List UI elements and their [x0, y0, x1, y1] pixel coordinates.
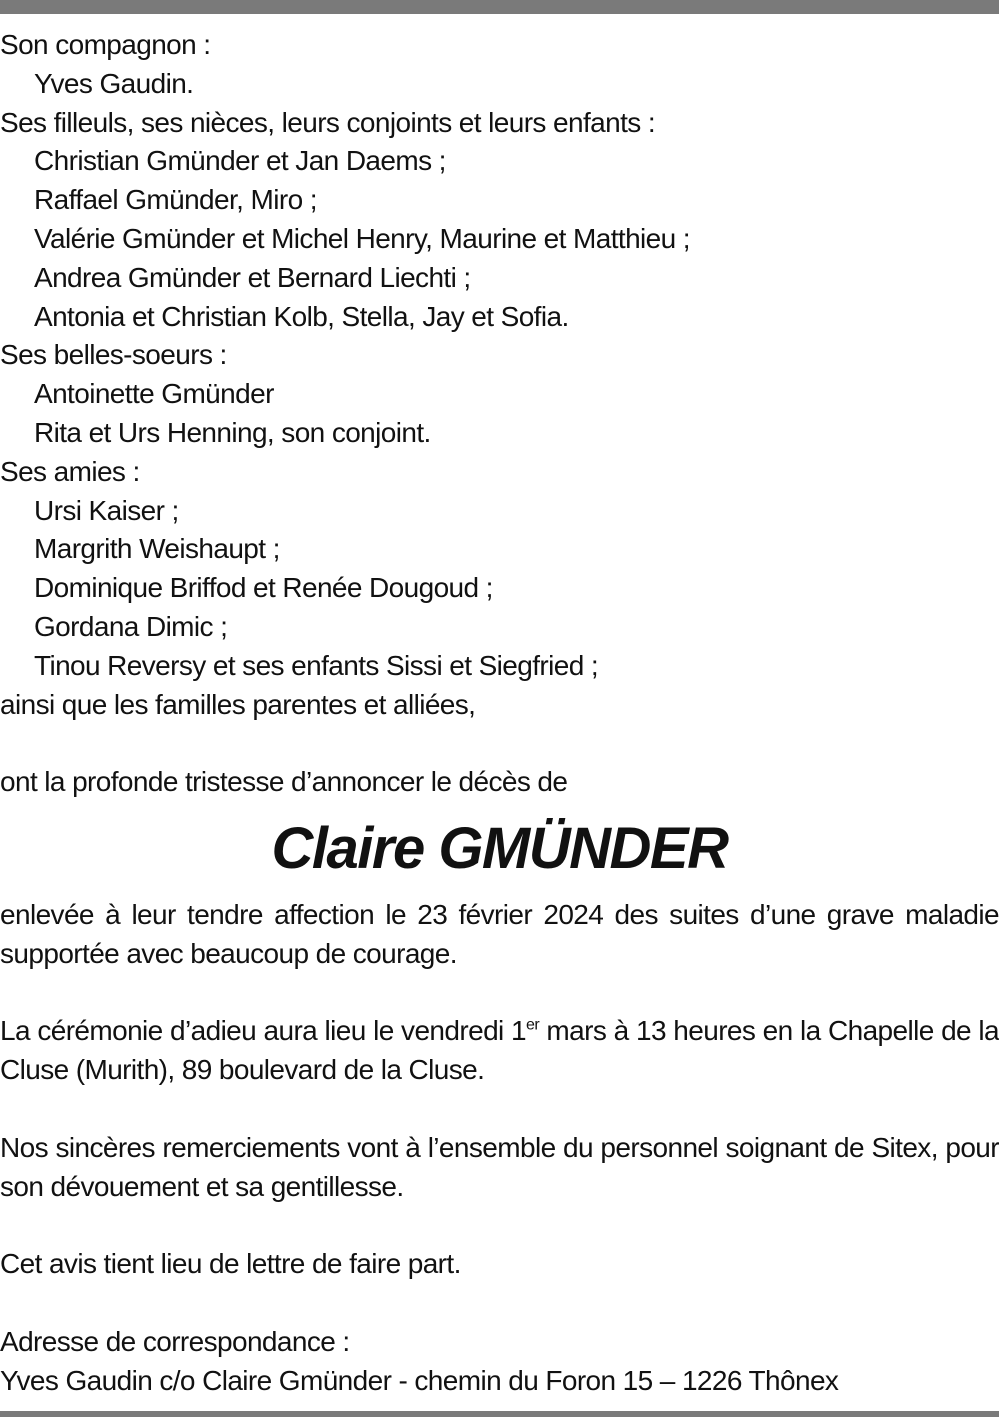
ceremony-text: mars à 13 heures en la Chapelle de la Cluse (Murith), 89 boulevard de la Cluse. — [0, 1015, 999, 1086]
family-member: Antonia et Christian Kolb, Stella, Jay et Sofia. — [34, 300, 569, 332]
bottom-rule — [0, 1411, 999, 1417]
family-member: Gordana Dimic ; — [34, 610, 228, 642]
ceremony-text: La cérémonie d’adieu aura lieu le vendredi 1 — [0, 1015, 527, 1047]
family-heading: Son compagnon : — [0, 29, 211, 60]
correspondence-address: Yves Gaudin c/o Claire Gmünder - chemin du Foron 15 – 1226 Thônex — [0, 1364, 839, 1396]
family-member: Andrea Gmünder et Bernard Liechti ; — [34, 261, 471, 293]
family-member: Ursi Kaiser ; — [34, 494, 179, 526]
top-rule — [0, 0, 999, 14]
family-member: Valérie Gmünder et Michel Henry, Maurine et Matthieu ; — [34, 222, 690, 254]
closing-family: ainsi que les familles parentes et alliées, — [0, 688, 476, 720]
family-member: Dominique Briffod et Renée Dougoud ; — [34, 572, 493, 604]
family-member: Margrith Weishaupt ; — [34, 533, 280, 565]
notice-line: Cet avis tient lieu de lettre de faire part. — [0, 1248, 461, 1280]
family-heading: Ses belles-soeurs : — [0, 339, 227, 371]
family-member: Raffael Gmünder, Miro ; — [34, 184, 317, 216]
family-heading: Ses filleuls, ses nièces, leurs conjoints et leurs enfants : — [0, 106, 656, 138]
family-member: Tinou Reversy et ses enfants Sissi et Siegfried ; — [34, 649, 599, 681]
family-member: Christian Gmünder et Jan Daems ; — [34, 145, 446, 177]
announcement: ont la profonde tristesse d’annoncer le décès de — [0, 766, 568, 798]
deceased-name: Claire GMÜNDER — [271, 815, 728, 881]
correspondence-label: Adresse de correspondance : — [0, 1325, 350, 1357]
family-member: Yves Gaudin. — [34, 67, 194, 99]
passing-paragraph: enlevée à leur tendre affection le 23 février 2024 des suites d’une grave maladie supportée avec beaucoup de courage. — [0, 898, 999, 969]
family-heading: Ses amies : — [0, 455, 140, 487]
obituary-notice — [0, 26, 999, 1400]
family-member: Rita et Urs Henning, son conjoint. — [34, 416, 431, 448]
ceremony-ordinal: er — [526, 1017, 540, 1034]
ceremony-paragraph — [0, 1012, 999, 1090]
family-member: Antoinette Gmünder — [34, 378, 274, 410]
thanks-paragraph: Nos sincères remerciements vont à l’ensemble du personnel soignant de Sitex, pour son dévouement et sa gentillesse. — [0, 1131, 999, 1202]
